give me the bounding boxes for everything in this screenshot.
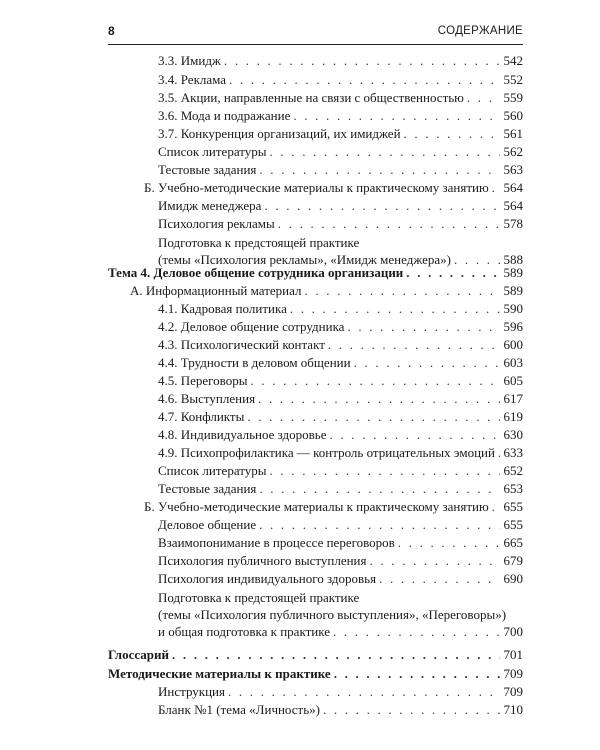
dot-leader [270, 143, 500, 160]
dot-leader [354, 354, 500, 371]
dot-leader [467, 89, 500, 106]
toc-entry-page: 564 [503, 180, 523, 195]
toc-entry-title: 4.8. Индивидуальное здоровье [158, 427, 327, 442]
toc-entry-page: 589 [503, 265, 523, 280]
toc-entry-page: 652 [503, 463, 523, 478]
toc-entry-page: 542 [503, 53, 523, 68]
toc-entry[interactable] [158, 534, 523, 551]
toc-entry[interactable] [158, 516, 523, 533]
dot-leader [334, 665, 500, 682]
dot-leader [498, 444, 500, 461]
toc-entry-page: 564 [503, 198, 523, 213]
toc-entry[interactable] [158, 89, 523, 106]
toc-entry-title: 4.1. Кадровая политика [158, 301, 287, 316]
toc-entry-page: 709 [503, 666, 523, 681]
toc-entry-page: 655 [503, 517, 523, 532]
toc-entry-title: Глоссарий [108, 647, 170, 662]
dot-leader [347, 318, 499, 335]
toc-entry-title: (темы «Психология рекламы», «Имидж менеджера») [158, 252, 452, 267]
toc-entry[interactable] [130, 282, 523, 299]
toc-entry-title: Имидж менеджера [158, 198, 262, 213]
toc-entry-page: 588 [503, 252, 523, 267]
toc-entry[interactable] [158, 300, 523, 317]
toc-entry-page: 617 [503, 391, 523, 406]
toc-entry-title: 4.5. Переговоры [158, 373, 248, 388]
toc-entry-title-line: (темы «Психология публичного выступления», «Переговоры») [158, 607, 507, 622]
toc-entry-page: 605 [503, 373, 523, 388]
dot-leader [333, 623, 500, 640]
dot-leader [328, 336, 500, 353]
dot-leader [229, 71, 499, 88]
toc-entry-title: Тема 4. Деловое общение сотрудника организации [108, 265, 404, 280]
toc-entry-title: Тестовые задания [158, 481, 257, 496]
toc-entry[interactable] [158, 462, 523, 479]
dot-leader [398, 534, 500, 551]
toc-entry-title: 4.2. Деловое общение сотрудника [158, 319, 345, 334]
toc-entry[interactable] [158, 336, 523, 353]
toc-entry[interactable] [158, 318, 523, 335]
toc-entry-title: Список литературы [158, 144, 267, 159]
toc-entry-title: 3.6. Мода и подражание [158, 108, 291, 123]
toc-entry-title: 4.4. Трудности в деловом общении [158, 355, 351, 370]
toc-entry[interactable] [158, 589, 523, 640]
toc-entry-title: 4.7. Конфликты [158, 409, 245, 424]
toc-entry[interactable] [158, 161, 523, 178]
toc-entry[interactable] [158, 570, 523, 587]
toc-entry-page: 559 [503, 90, 523, 105]
dot-leader [228, 683, 500, 700]
toc-entry-page: 560 [503, 108, 523, 123]
running-head-title: СОДЕРЖАНИЕ [437, 25, 523, 37]
dot-leader [258, 390, 499, 407]
dot-leader [492, 179, 500, 196]
toc-entry-title: Б. Учебно-методические материалы к практическому занятию [144, 499, 489, 514]
toc-entry-title: Методические материалы к практике [108, 666, 331, 681]
toc-entry-page: 552 [503, 72, 523, 87]
toc-entry-title: Психология индивидуального здоровья [158, 571, 377, 586]
toc-entry-page: 701 [503, 647, 523, 662]
dot-leader [259, 516, 499, 533]
dot-leader [330, 426, 500, 443]
toc-entry-page: 633 [503, 445, 523, 460]
toc-entry-page: 596 [503, 319, 523, 334]
dot-leader [270, 462, 500, 479]
toc-entry[interactable] [158, 683, 523, 700]
dot-leader [278, 215, 500, 232]
toc-entry-page: 563 [503, 162, 523, 177]
toc-entry-title: 3.7. Конкуренция организаций, их имиджей [158, 126, 401, 141]
toc-entry-page: 655 [503, 499, 523, 514]
toc-entry-title: 3.4. Реклама [158, 72, 227, 87]
toc-entry-title: Б. Учебно-методические материалы к практическому занятию [144, 180, 489, 195]
toc-entry-title-line: Подготовка к предстоящей практике [158, 590, 360, 605]
dot-leader [323, 701, 500, 718]
toc-chapter-entry[interactable] [108, 646, 523, 663]
toc-entry-title: 3.5. Акции, направленные на связи с общественностью [158, 90, 464, 105]
dot-leader [379, 570, 499, 587]
toc-entry-title: Список литературы [158, 463, 267, 478]
toc-entry-title: Взаимопонимание в процессе переговоров [158, 535, 395, 550]
toc-entry-title: Деловое общение [158, 517, 257, 532]
toc-entry[interactable] [158, 480, 523, 497]
toc-entry[interactable] [158, 390, 523, 407]
dot-leader [293, 107, 499, 124]
toc-entry[interactable] [158, 372, 523, 389]
toc-entry[interactable] [158, 701, 523, 718]
toc-entry-page: 653 [503, 481, 523, 496]
dot-leader [250, 372, 499, 389]
toc-entry-page: 562 [503, 144, 523, 159]
toc-entry[interactable] [158, 408, 523, 425]
toc-entry-title: Бланк №1 (тема «Личность») [158, 702, 320, 717]
toc-entry-page: 710 [503, 702, 523, 717]
dot-leader [370, 552, 500, 569]
toc-entry-title: Психология публичного выступления [158, 553, 367, 568]
toc-entry-page: 561 [503, 126, 523, 141]
toc-entry[interactable] [158, 107, 523, 124]
toc-entry-page: 600 [503, 337, 523, 352]
toc-entry-page: 709 [503, 684, 523, 699]
toc-entry-title: А. Информационный материал [130, 283, 302, 298]
page-number: 8 [108, 24, 115, 38]
toc-entry-title: Тестовые задания [158, 162, 257, 177]
dot-leader [290, 300, 500, 317]
toc-entry[interactable] [158, 52, 523, 69]
toc-entry[interactable] [158, 197, 523, 214]
toc-entry[interactable] [158, 234, 523, 268]
toc-entry[interactable] [144, 179, 523, 196]
toc-entry-title: 4.9. Психопрофилактика — контроль отрицательных эмоций [158, 445, 495, 460]
dot-leader [406, 264, 499, 281]
toc-entry[interactable] [158, 143, 523, 160]
toc-entry[interactable] [144, 498, 523, 515]
toc-entry[interactable] [158, 552, 523, 569]
dot-leader [492, 498, 500, 515]
toc-entry-title: и общая подготовка к практике [158, 624, 330, 639]
toc-entry-page: 690 [503, 571, 523, 586]
toc-entry-page: 603 [503, 355, 523, 370]
dot-leader [404, 125, 500, 142]
dot-leader [247, 408, 499, 425]
toc-entry-page: 700 [503, 624, 523, 639]
toc-entry-page: 590 [503, 301, 523, 316]
toc-entry-page: 578 [503, 216, 523, 231]
toc-entry[interactable] [158, 426, 523, 443]
toc-entry[interactable] [158, 215, 523, 232]
toc-entry-title: 3.3. Имидж [158, 53, 221, 68]
toc-entry-title: Психология рекламы [158, 216, 275, 231]
toc-entry[interactable] [158, 71, 523, 88]
toc-entry-page: 589 [503, 283, 523, 298]
toc-entry[interactable] [158, 444, 523, 461]
dot-leader [305, 282, 500, 299]
toc-entry-title: 4.6. Выступления [158, 391, 256, 406]
dot-leader [172, 646, 499, 663]
toc-entry-title: Инструкция [158, 684, 225, 699]
toc-entry[interactable] [158, 125, 523, 142]
toc-entry-title: 4.3. Психологический контакт [158, 337, 325, 352]
dot-leader [264, 197, 499, 214]
toc-entry-page: 665 [503, 535, 523, 550]
dot-leader [224, 52, 500, 69]
toc-chapter-entry[interactable] [108, 665, 523, 682]
toc-entry-title-line: Подготовка к предстоящей практике [158, 235, 360, 250]
dot-leader [259, 480, 499, 497]
toc-entry-page: 630 [503, 427, 523, 442]
toc-entry[interactable] [158, 354, 523, 371]
dot-leader [259, 161, 499, 178]
toc-entry-page: 679 [503, 553, 523, 568]
toc-chapter-entry[interactable] [108, 264, 523, 281]
toc-entry-page: 619 [503, 409, 523, 424]
